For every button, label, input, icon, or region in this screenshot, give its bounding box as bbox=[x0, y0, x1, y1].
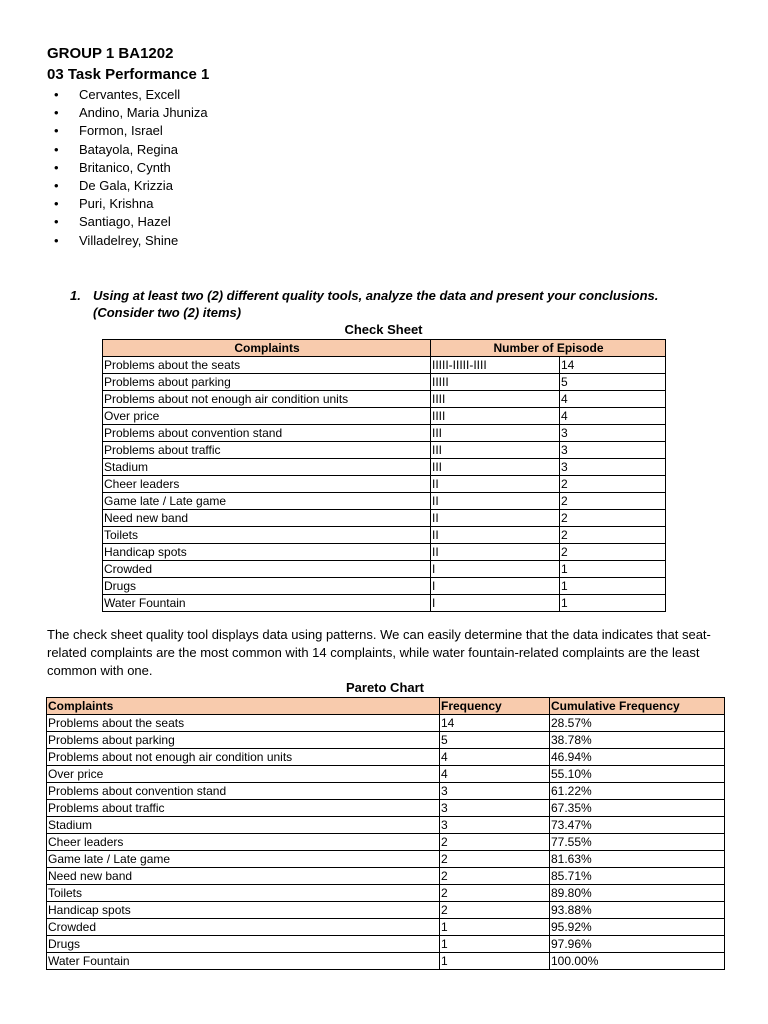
table-row bbox=[47, 783, 725, 800]
pareto-caption: Pareto Chart bbox=[345, 680, 425, 695]
table-row bbox=[103, 442, 666, 459]
table-cell: Over price bbox=[47, 766, 440, 783]
table-cell: Problems about convention stand bbox=[47, 783, 440, 800]
table-cell: IIII bbox=[431, 408, 560, 425]
table-cell: 1 bbox=[560, 595, 666, 612]
table-row bbox=[103, 510, 666, 527]
table-row bbox=[47, 715, 725, 732]
table-cell: 77.55% bbox=[550, 834, 725, 851]
table-cell: 4 bbox=[560, 391, 666, 408]
question-number: 1. bbox=[70, 288, 81, 303]
table-cell: Over price bbox=[103, 408, 431, 425]
table-cell: Problems about not enough air condition units bbox=[103, 391, 431, 408]
list-item: • Cervantes, Excell bbox=[54, 86, 208, 104]
table-cell: IIIII bbox=[431, 374, 560, 391]
table-cell: II bbox=[431, 544, 560, 561]
table-cell: 2 bbox=[440, 851, 550, 868]
check-sheet-table bbox=[102, 339, 666, 612]
list-item: • Britanico, Cynth bbox=[54, 159, 208, 177]
list-item: • De Gala, Krizzia bbox=[54, 177, 208, 195]
table-cell: 5 bbox=[560, 374, 666, 391]
table-cell: IIIII-IIIII-IIII bbox=[431, 357, 560, 374]
question-item bbox=[70, 287, 710, 321]
table-cell: Crowded bbox=[103, 561, 431, 578]
list-item: • Andino, Maria Jhuniza bbox=[54, 104, 208, 122]
group-title: GROUP 1 BA1202 bbox=[47, 45, 174, 62]
table-cell: 38.78% bbox=[550, 732, 725, 749]
table-cell: 81.63% bbox=[550, 851, 725, 868]
table-cell: 1 bbox=[440, 936, 550, 953]
table-cell: 2 bbox=[560, 527, 666, 544]
table-cell: Cheer leaders bbox=[103, 476, 431, 493]
table-cell: I bbox=[431, 595, 560, 612]
column-header: Number of Episode bbox=[431, 340, 666, 357]
table-cell: 14 bbox=[440, 715, 550, 732]
table-cell: 95.92% bbox=[550, 919, 725, 936]
table-cell: Problems about the seats bbox=[47, 715, 440, 732]
table-cell: Handicap spots bbox=[47, 902, 440, 919]
table-row bbox=[47, 732, 725, 749]
table-row bbox=[47, 766, 725, 783]
question-text: Using at least two (2) different quality tools, analyze the data and present your conclusions. (Consider two (2) items) bbox=[93, 288, 659, 320]
table-cell: 3 bbox=[560, 425, 666, 442]
table-cell: Drugs bbox=[103, 578, 431, 595]
table-cell: 2 bbox=[440, 834, 550, 851]
table-cell: 93.88% bbox=[550, 902, 725, 919]
table-cell: 3 bbox=[560, 459, 666, 476]
table-row bbox=[47, 868, 725, 885]
list-item: • Villadelrey, Shine bbox=[54, 232, 208, 250]
table-cell: IIII bbox=[431, 391, 560, 408]
table-cell: Problems about not enough air condition units bbox=[47, 749, 440, 766]
conclusion-paragraph: The check sheet quality tool displays data using patterns. We can easily determine that the data indicates that seat-related complaints are the most common with 14 complaints, while water fountain-related complaints are the least common with one. bbox=[47, 627, 711, 678]
table-cell: Problems about traffic bbox=[47, 800, 440, 817]
table-cell: 28.57% bbox=[550, 715, 725, 732]
table-cell: III bbox=[431, 425, 560, 442]
table-cell: I bbox=[431, 578, 560, 595]
table-cell: Problems about parking bbox=[47, 732, 440, 749]
table-cell: 4 bbox=[560, 408, 666, 425]
table-cell: Water Fountain bbox=[103, 595, 431, 612]
table-cell: Problems about traffic bbox=[103, 442, 431, 459]
list-item: • Puri, Krishna bbox=[54, 195, 208, 213]
table-row bbox=[103, 391, 666, 408]
table-cell: 2 bbox=[440, 885, 550, 902]
table-cell: 3 bbox=[440, 817, 550, 834]
table-cell: Need new band bbox=[103, 510, 431, 527]
table-row bbox=[47, 800, 725, 817]
table-row bbox=[103, 425, 666, 442]
table-cell: II bbox=[431, 527, 560, 544]
table-cell: Game late / Late game bbox=[47, 851, 440, 868]
table-row bbox=[103, 408, 666, 425]
table-row bbox=[103, 561, 666, 578]
table-cell: Problems about parking bbox=[103, 374, 431, 391]
table-cell: Problems about convention stand bbox=[103, 425, 431, 442]
table-cell: 2 bbox=[560, 493, 666, 510]
check-sheet-body bbox=[103, 357, 666, 612]
pareto-table bbox=[46, 697, 725, 970]
table-cell: 1 bbox=[440, 953, 550, 970]
table-cell: 5 bbox=[440, 732, 550, 749]
table-cell: 2 bbox=[560, 544, 666, 561]
table-cell: 3 bbox=[440, 800, 550, 817]
table-row bbox=[47, 919, 725, 936]
column-header: Frequency bbox=[440, 698, 550, 715]
table-cell: 14 bbox=[560, 357, 666, 374]
table-cell: Drugs bbox=[47, 936, 440, 953]
table-cell: 2 bbox=[440, 868, 550, 885]
table-row bbox=[103, 459, 666, 476]
table-header-row bbox=[103, 340, 666, 357]
table-row bbox=[103, 527, 666, 544]
pareto-body bbox=[47, 715, 725, 970]
table-cell: 3 bbox=[560, 442, 666, 459]
table-row bbox=[103, 357, 666, 374]
table-cell: III bbox=[431, 459, 560, 476]
table-row bbox=[47, 953, 725, 970]
table-row bbox=[47, 851, 725, 868]
table-row bbox=[47, 885, 725, 902]
table-cell: 55.10% bbox=[550, 766, 725, 783]
table-row bbox=[47, 749, 725, 766]
table-row bbox=[103, 578, 666, 595]
list-item: • Batayola, Regina bbox=[54, 141, 208, 159]
table-row bbox=[103, 374, 666, 391]
table-cell: Stadium bbox=[47, 817, 440, 834]
table-cell: Cheer leaders bbox=[47, 834, 440, 851]
table-row bbox=[103, 476, 666, 493]
column-header: Complaints bbox=[47, 698, 440, 715]
table-cell: Water Fountain bbox=[47, 953, 440, 970]
table-cell: 2 bbox=[440, 902, 550, 919]
table-cell: Game late / Late game bbox=[103, 493, 431, 510]
table-cell: 2 bbox=[560, 510, 666, 527]
table-cell: Toilets bbox=[103, 527, 431, 544]
table-cell: 61.22% bbox=[550, 783, 725, 800]
table-cell: II bbox=[431, 493, 560, 510]
list-item: • Formon, Israel bbox=[54, 122, 208, 140]
table-cell: 1 bbox=[440, 919, 550, 936]
column-header: Cumulative Frequency bbox=[550, 698, 725, 715]
table-cell: Toilets bbox=[47, 885, 440, 902]
table-cell: 100.00% bbox=[550, 953, 725, 970]
list-item: • Santiago, Hazel bbox=[54, 213, 208, 231]
table-cell: 1 bbox=[560, 578, 666, 595]
table-cell: Stadium bbox=[103, 459, 431, 476]
table-cell: 1 bbox=[560, 561, 666, 578]
table-row bbox=[47, 834, 725, 851]
task-title: 03 Task Performance 1 bbox=[47, 66, 210, 83]
table-cell: 2 bbox=[560, 476, 666, 493]
table-cell: 89.80% bbox=[550, 885, 725, 902]
member-list bbox=[54, 86, 208, 250]
table-row bbox=[47, 817, 725, 834]
table-cell: Problems about the seats bbox=[103, 357, 431, 374]
table-row bbox=[47, 902, 725, 919]
table-cell: 85.71% bbox=[550, 868, 725, 885]
table-cell: 73.47% bbox=[550, 817, 725, 834]
table-cell: II bbox=[431, 476, 560, 493]
table-row bbox=[47, 936, 725, 953]
table-cell: I bbox=[431, 561, 560, 578]
table-header-row bbox=[47, 698, 725, 715]
check-sheet-caption: Check Sheet bbox=[344, 322, 423, 337]
table-cell: II bbox=[431, 510, 560, 527]
table-cell: Need new band bbox=[47, 868, 440, 885]
table-cell: 46.94% bbox=[550, 749, 725, 766]
table-cell: 67.35% bbox=[550, 800, 725, 817]
table-cell: 4 bbox=[440, 766, 550, 783]
table-cell: III bbox=[431, 442, 560, 459]
table-cell: 3 bbox=[440, 783, 550, 800]
table-cell: Crowded bbox=[47, 919, 440, 936]
column-header: Complaints bbox=[103, 340, 431, 357]
table-row bbox=[103, 544, 666, 561]
table-cell: Handicap spots bbox=[103, 544, 431, 561]
table-row bbox=[103, 493, 666, 510]
table-cell: 97.96% bbox=[550, 936, 725, 953]
table-cell: 4 bbox=[440, 749, 550, 766]
table-row bbox=[103, 595, 666, 612]
